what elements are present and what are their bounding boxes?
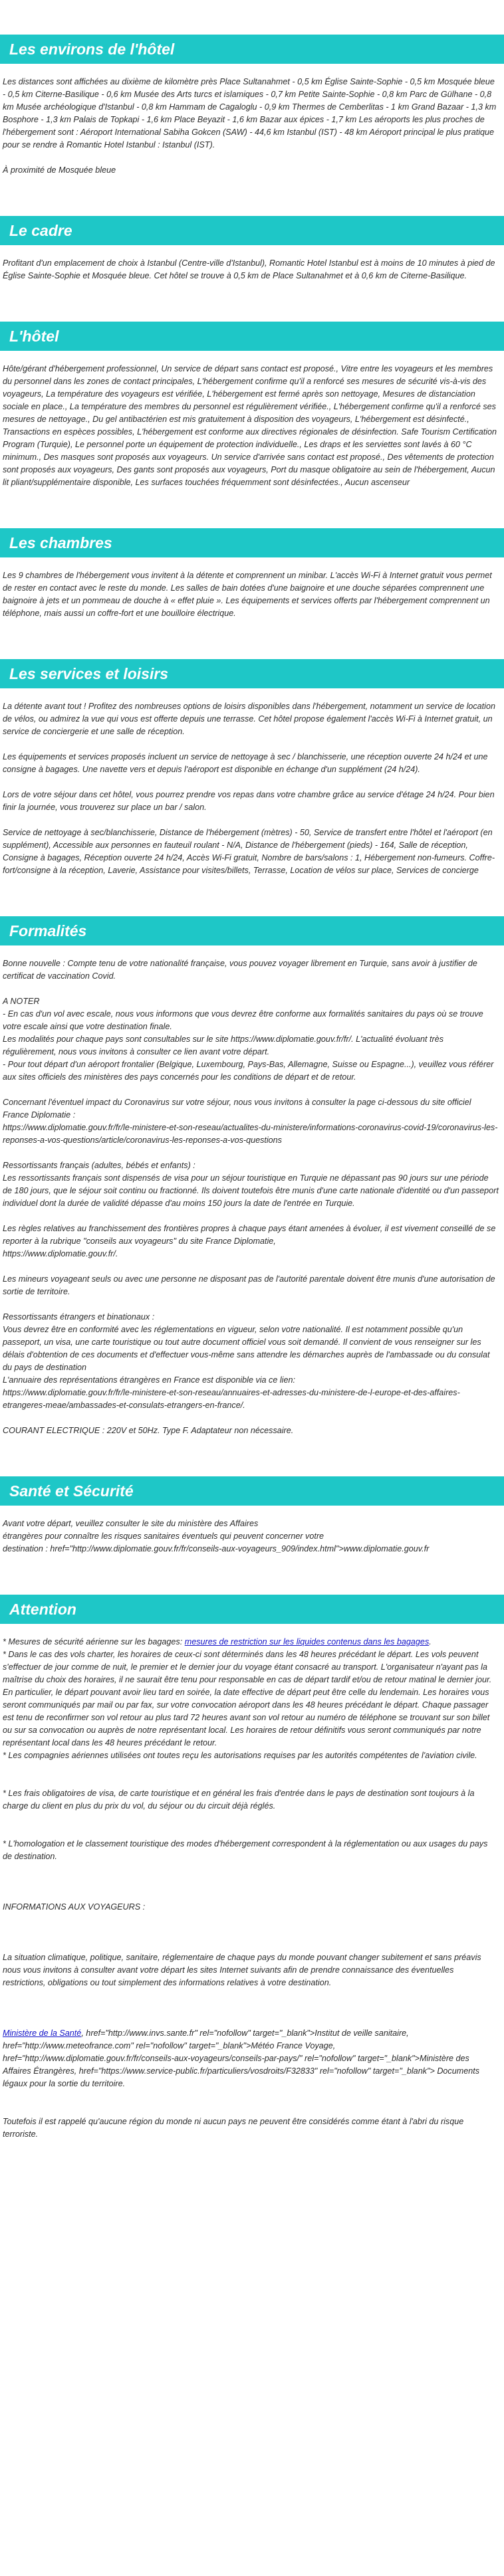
formalites-electricity-text: COURANT ELECTRIQUE : 220V et 50Hz. Type F. Adaptateur non nécessaire. [3,1426,294,1435]
sante-text: Avant votre départ, veuillez consulter le site du ministère des Affaires étrangères pour connaître les risques sanitaires éventuels qui peuvent concerner votre destination : href="http://www.diplomatie.gouv.fr/fr/conseils-aux-voyageurs_909/index.html">www.diplomatie.gouv.fr [3,1519,430,1553]
attention-links-line [3,2027,499,2090]
section-body-sante [0,1506,504,1555]
section-body-chambres [0,557,504,620]
attention-luggage-prefix: * Mesures de sécurité aérienne sur les bagages: [3,1637,183,1646]
environs-proximity-text: À proximité de Mosquée bleue [3,165,116,175]
section-title-sante: Santé et Sécurité [0,1476,504,1506]
attention-charter-text: * Dans le cas des vols charter, les horaires de ceux-ci sont déterminés dans les 48 heures précédant le départ. Les vols peuvent s'effectuer de jour comme de nuit, le premier et le dernier jour du voyage étant consacré au transport. L'organisateur n'ayant pas la maîtrise du choix des horaires, il ne saurait être tenu pour responsable en cas de départ tardif et/ou de retour matinal le dernier jour. En particulier, le départ pouvant avoir lieu tard en soirée, la date effective de départ peut être celle du lendemain. Les horaires vous seront communiqués par mail ou par fax, sur votre convocation aéroport dans les 48 heures précédant le départ. Chaque passager est tenu de reconfirmer son vol retour au plus tard 72 heures avant son vol retour au numéro de téléphone se trouvant sur son billet ou sur sa convocation ou auprès de notre représentant local. Les horaires de retour définitifs vous seront communiqués par notre représentant local dans les 48 heures précédant le retour. * Les compagnies aériennes utilisées ont toutes reçu les autorisations requises par les autorités compétentes de l'aviation civile. [3,1650,492,1760]
section-title-services: Les services et loisirs [0,659,504,688]
section-body-hotel [0,351,504,489]
hotel-description-page [0,35,504,2141]
section-title-environs: Les environs de l'hôtel [0,35,504,64]
formalites-minors-text: Les mineurs voyageant seuls ou avec une personne ne disposant pas de l'autorité parentale doivent être munis d'une autorisation de sortie de territoire. [3,1274,495,1296]
attention-situation-text: La situation climatique, politique, sanitaire, réglementaire de chaque pays du monde pouvant changer subitement et sans préavis nous vous invitons à consulter avant votre départ les sites Internet suivants afin de prendre connaissance des éventuelles restrictions, obligations ou tout simplement des informations relatives à votre destination. [3,1953,481,1987]
section-title-formalites: Formalités [0,916,504,945]
ministere-sante-link[interactable]: Ministère de la Santé [3,2029,82,2038]
hotel-measures-text: Hôte/gérant d'hébergement professionnel, Un service de départ sans contact est proposé., Vitre entre les voyageurs et les membres du personnel dans les zones de contact principales, L'hébergement confirme qu'il a renforcé ses mesures de sécurité vis-à-vis des voyageurs, La température des voyageurs est vérifiée, L'hébergement est fermé après son nettoyage, Mesures de distanciation sociale en place., La température des membres du personnel est régulièrement vérifiée., L'hébergement confirme qu'il a renforcé ses mesures de nettoyage., Du gel antibactérien est mis gratuitement à disposition des voyageurs, L'hébergement est désinfecté., Transactions en espèces possibles, L'hébergement est conforme aux directives régionales de désinfection. Safe Tourism Certification Program (Turquie), Le personnel porte un équipement de protection individuelle., Les draps et les serviettes sont lavés à 60 °C minimum., Des masques sont proposés aux voyageurs. Un service d'arrivée sans contact est proposé., Des vêtements de protection sont proposés aux voyageurs, Des gants sont proposés aux voyageurs, Port du masque obligatoire au sein de l'hébergement, Aucun lit pliant/supplémentaire disponible, Les surfaces touchées fréquemment sont désinfectées., Aucun ascenseur [3,364,497,487]
section-title-attention: Attention [0,1595,504,1624]
formalites-borders-text: Les règles relatives au franchissement des frontières propres à chaque pays étant amenées à évoluer, il est vivement conseillé de se reporter à la rubrique "conseils aux voyageurs" du site France Diplomatie, https://www.diplomatie.gouv.fr/. [3,1224,496,1258]
formalites-french-nationals-text: Ressortissants français (adultes, bébés et enfants) : Les ressortissants français sont dispensés de visa pour un séjour touristique en Turquie ne dépassant pas 90 jours sur une période de 180 jours, que le séjour soit continu ou fractionné. Ils doivent toutefois être munis d'une carte nationale d'identité ou d'un passeport individuel dont la durée de validité dépasse d'au moins 150 jours la date de l'entrée en Turquie. [3,1161,499,1208]
attention-visa-fees-text: * Les frais obligatoires de visa, de carte touristique et en général les frais d'entrée dans le pays de destination sont toujours à la charge du client en plus du prix du vol, du séjour ou du circuit déjà réglés. [3,1789,475,1811]
section-title-hotel: L'hôtel [0,322,504,351]
attention-links-rest: , href="http://www.invs.sante.fr" rel="nofollow" target="_blank">Institut de veille sanitaire, href="http://www.meteofrance.com" rel="nofollow" target="_blank">Météo France Voyage, href="http://www.diplomatie.gouv.fr/fr/conseils-aux-voyageurs/conseils-par-pays/" rel="nofollow" target="_blank">Ministère des Affaires Étrangères, href="https://www.service-public.fr/particuliers/vosdroits/F32833" rel="nofollow" target="_blank"> Documents légaux pour la sortie du territoire. [3,2029,480,2088]
attention-classification-text: * L'homologation et le classement touristique des modes d'hébergement correspondent à la réglementation ou aux usages du pays de destination. [3,1839,488,1861]
section-title-chambres: Les chambres [0,528,504,557]
environs-distances-text: Les distances sont affichées au dixième de kilomètre près Place Sultanahmet - 0,5 km Église Sainte-Sophie - 0,5 km Mosquée bleue - 0,5 km Citerne-Basilique - 0,6 km Musée des Arts turcs et islamiques - 0,7 km Petite Sainte-Sophie - 0,8 km Parc de Gülhane - 0,8 km Musée archéologique d'Istanbul - 0,8 km Hammam de Cagaloglu - 0,9 km Thermes de Cemberlitas - 1 km Grand Bazaar - 1,3 km Bosphore - 1,3 km Palais de Topkapi - 1,6 km Place Beyazit - 1,6 km Bazar aux épices - 1,7 km Les aéroports les plus proches de l'hébergement sont : Aéroport International Sabiha Gokcen (SAW) - 44,6 km Istanbul (IST) - 48 km Aéroport principal le plus pratique pour se rendre à Romantic Hotel Istanbul : Istanbul (IST). [3,77,497,149]
formalites-coronavirus-text: Concernant l'éventuel impact du Coronavirus sur votre séjour, nous vous invitons à consulter la page ci-dessous du site officiel France Diplomatie : https://www.diplomatie.gouv.fr/fr/le-ministere-et-son-reseau/actualites-du-ministere/informations-coronavirus-covid-19/coronavirus-les-reponses-a-vos-questions/article/coronavirus-les-reponses-a-vos-questions [3,1098,498,1145]
formalites-covid-text: Bonne nouvelle : Compte tenu de votre nationalité française, vous pouvez voyager librement en Turquie, sans avoir à justifier de certificat de vaccination Covid. [3,959,477,981]
section-body-formalites [0,945,504,1437]
section-body-attention [0,1624,504,2141]
attention-luggage-line [3,1636,499,1648]
services-dining-text: Lors de votre séjour dans cet hôtel, vous pourrez prendre vos repas dans votre chambre grâce au service d'étage 24 h/24. Pour bien finir la journée, vous trouverez sur place un bar / salon. [3,790,495,812]
section-body-cadre [0,245,504,282]
services-list-text: Service de nettoyage à sec/blanchisserie, Distance de l'hébergement (mètres) - 50, Service de transfert entre l'hôtel et l'aéroport (en supplément), Accessible aux personnes en fauteuil roulant - N/A, Distance de l'hébergement (pieds) - 164, Salle de réception, Consigne à bagages, Réception ouverte 24 h/24, Accès Wi-Fi gratuit, Nombre de bars/salons : 1, Hébergement non-fumeurs. Coffre-fort/consigne à la réception, Laverie, Assistance pour visites/billets, Terrasse, Location de vélos sur place, Services de concierge [3,828,495,875]
attention-terrorism-text: Toutefois il est rappelé qu'aucune région du monde ni aucun pays ne peuvent être considérés comme étant à l'abri du risque terroriste. [3,2117,464,2139]
formalites-note-text: A NOTER - En cas d'un vol avec escale, nous vous informons que vous devrez être conforme aux formalités sanitaires du pays où se trouve votre escale ainsi que votre destination finale. Les modalités pour chaque pays sont consultables sur le site https://www.diplomatie.gouv.fr/fr/. L'actualité évoluant très régulièrement, nous vous invitons à consulter ce lien avant votre départ. - Pour tout départ d'un aéroport frontalier (Belgique, Luxembourg, Pays-Bas, Allemagne, Suisse ou Espagne...), veuillez vous référer aux sites officiels des ministères des pays concernés pour les conditions de départ et de retour. [3,997,494,1082]
section-body-services [0,688,504,877]
section-title-cadre: Le cadre [0,216,504,245]
services-leisure-text: La détente avant tout ! Profitez des nombreuses options de loisirs disponibles dans l'hébergement, notamment un service de location de vélos, ou admirez la vue qui vous est offerte depuis une terrasse. Cet hôtel propose également l'accès Wi-Fi à Internet gratuit, un service de conciergerie et une salle de réception. [3,702,495,736]
chambres-text: Les 9 chambres de l'hébergement vous invitent à la détente et comprennent un minibar. L'accès Wi-Fi à Internet gratuit vous permet de rester en contact avec le reste du monde. Les salles de bain dotées d'une baignoire et une douche séparées comprennent une baignoire à jets et un pommeau de douche à « effet pluie ». Les équipements et services offerts par l'hébergement comprennent un téléphone, mais aussi un coffre-fort et une bouilloire électrique. [3,571,492,618]
formalites-foreigners-text: Ressortissants étrangers et binationaux : Vous devrez être en conformité avec les réglementations en vigueur, selon votre nationalité. Il est notamment possible qu'un passeport, un visa, une carte touristique ou tout autre document officiel vous soit demandé. Il convient de vous renseigner sur les délais d'obtention de ces documents et d'effectuer vous-même sans attendre les démarches auprès de l'ambassade ou du consulat du pays de destination L'annuaire des représentations étrangères en France est disponible via ce lien: https://www.diplomatie.gouv.fr/fr/le-ministere-et-son-reseau/annuaires-et-adresses-du-ministere-de-l-europe-et-des-affaires-etrangeres-meae/ambassades-et-consulats-etrangers-en-france/. [3,1312,490,1410]
attention-luggage-suffix: . [429,1637,432,1646]
attention-info-heading: INFORMATIONS AUX VOYAGEURS : [3,1902,146,1912]
section-body-environs [0,64,504,177]
cadre-text: Profitant d'un emplacement de choix à Istanbul (Centre-ville d'Istanbul), Romantic Hotel Istanbul est à moins de 10 minutes à pied de Église Sainte-Sophie et Mosquée bleue. Cet hôtel se trouve à 0,5 km de Place Sultanahmet et à 0,6 km de Citerne-Basilique. [3,258,495,280]
services-equipment-text: Les équipements et services proposés incluent un service de nettoyage à sec / blanchisserie, une réception ouverte 24 h/24 et une consigne à bagages. Une navette vers et depuis l'aéroport est disponible en échange d'un supplément (24 h/24). [3,752,488,774]
liquids-restriction-link[interactable]: mesures de restriction sur les liquides contenus dans les bagages [184,1637,430,1646]
